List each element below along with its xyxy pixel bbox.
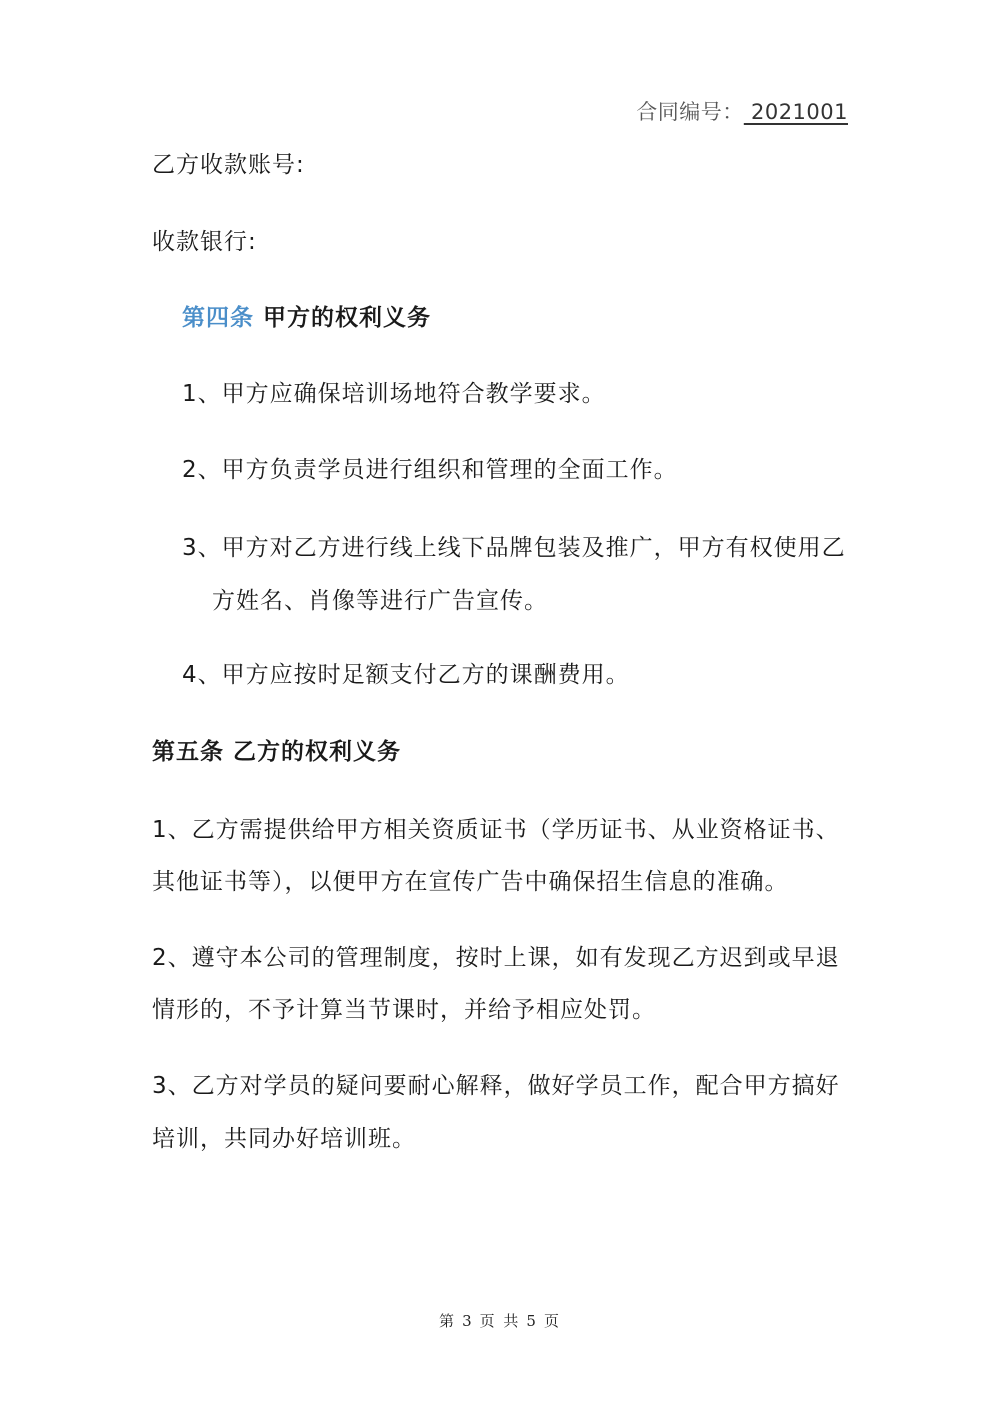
article-5-item-continuation: 其他证书等），以便甲方在宣传广告中确保招生信息的准确。 xyxy=(152,869,789,895)
footer-total-pages: 5 xyxy=(526,1312,538,1330)
contract-number-value: 2021001 xyxy=(743,100,848,124)
account-field: 乙方收款账号: xyxy=(152,152,305,178)
article-5-item: 2、遵守本公司的管理制度，按时上课，如有发现乙方迟到或早退 xyxy=(152,945,840,971)
article-5-item: 3、乙方对学员的疑问要耐心解释，做好学员工作，配合甲方搞好 xyxy=(152,1073,840,1099)
article-4-title: 甲方的权利义务 xyxy=(254,305,432,331)
article-5-item-continuation: 培训，共同办好培训班。 xyxy=(152,1126,416,1152)
footer-prefix: 第 xyxy=(439,1312,457,1330)
article-4-item: 1、甲方应确保培训场地符合教学要求。 xyxy=(182,381,606,407)
article-4-number: 第四条 xyxy=(182,305,254,331)
article-4-item: 4、甲方应按时足额支付乙方的课酬费用。 xyxy=(182,662,630,688)
article-5-heading: 第五条 乙方的权利义务 xyxy=(152,739,402,765)
contract-number-header xyxy=(636,96,848,126)
article-4-item-continuation: 方姓名、肖像等进行广告宣传。 xyxy=(212,588,548,614)
footer-mid: 页 共 xyxy=(479,1312,521,1330)
article-5-item-continuation: 情形的，不予计算当节课时，并给予相应处罚。 xyxy=(152,997,656,1023)
article-4-item: 3、甲方对乙方进行线上线下品牌包装及推广，甲方有权使用乙 xyxy=(182,535,846,561)
contract-number-label: 合同编号： xyxy=(636,100,744,124)
article-4-item: 2、甲方负责学员进行组织和管理的全面工作。 xyxy=(182,457,678,483)
article-4-heading xyxy=(182,303,431,333)
bank-field: 收款银行: xyxy=(152,229,257,255)
page-footer xyxy=(0,1310,1000,1331)
article-5-item: 1、乙方需提供给甲方相关资质证书（学历证书、从业资格证书、 xyxy=(152,817,840,843)
footer-page-number: 3 xyxy=(462,1312,474,1330)
footer-suffix: 页 xyxy=(543,1312,561,1330)
